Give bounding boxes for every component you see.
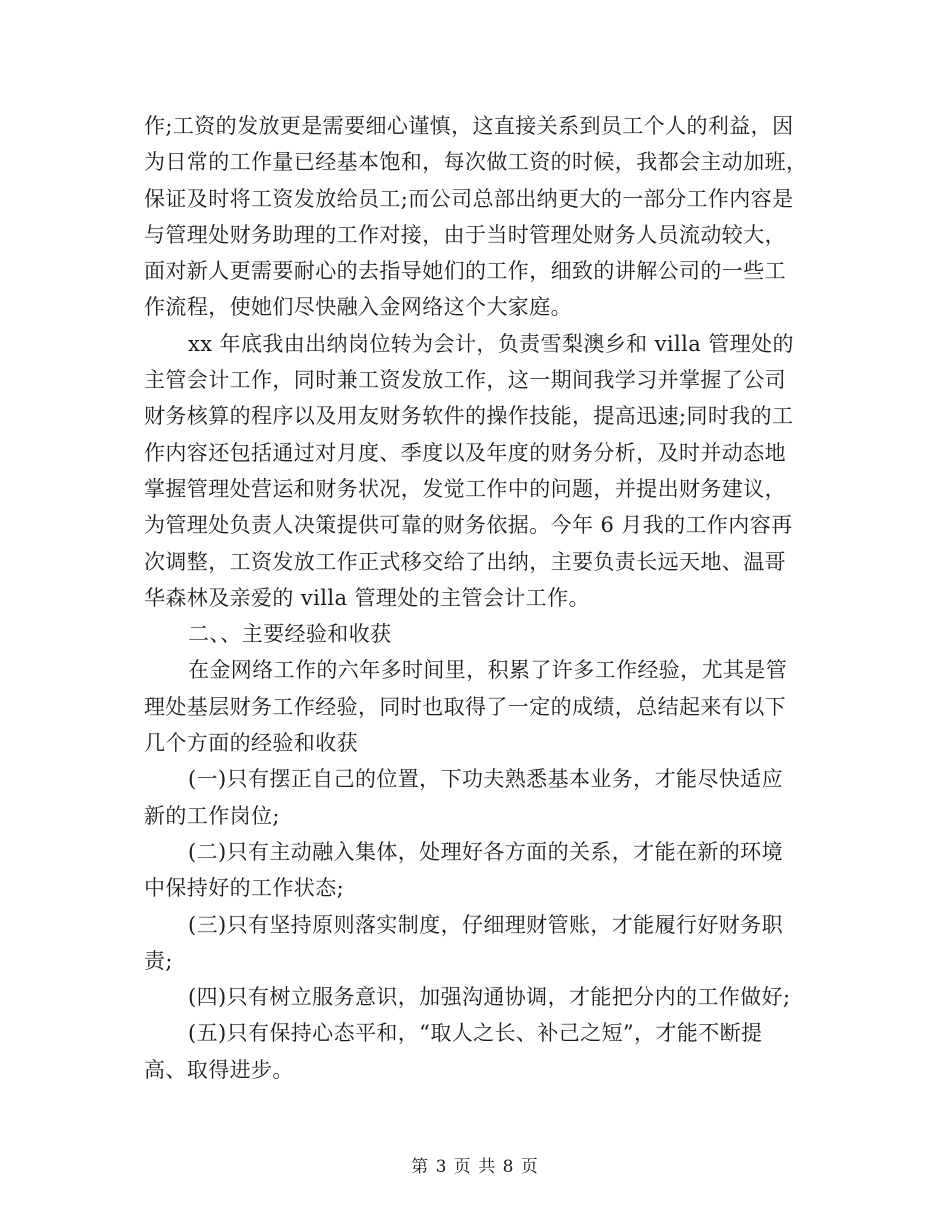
text-line: 几个方面的经验和收获 <box>144 731 358 756</box>
page-number-footer: 第 3 页 共 8 页 <box>411 1157 539 1177</box>
text-line: 为管理处负责人决策提供可靠的财务依据。今年 6 月我的工作内容再 <box>144 513 793 538</box>
section-heading: 二、、主要经验和收获 <box>188 622 392 647</box>
list-item-line: (二)只有主动融入集体，处理好各方面的关系，才能在新的环境 <box>188 839 783 864</box>
text-line: xx 年底我由出纳岗位转为会计，负责雪梨澳乡和 villa 管理处的 <box>188 331 794 356</box>
text-line: 掌握管理处营运和财务状况，发觉工作中的问题，并提出财务建议， <box>144 476 786 501</box>
text-line: 与管理处财务助理的工作对接，由于当时管理处财务人员流动较大， <box>144 222 786 247</box>
list-item-line: 责; <box>144 948 173 973</box>
text-line: 作内容还包括通过对月度、季度以及年度的财务分析，及时并动态地 <box>144 440 786 465</box>
text-line: 作;工资的发放更是需要细心谨慎，这直接关系到员工个人的利益，因 <box>144 114 794 138</box>
list-item-line: (五)只有保持心态平和，“取人之长、补己之短”，才能不断提 <box>188 1021 763 1046</box>
text-line: 理处基层财务工作经验，同时也取得了一定的成绩，总结起来有以下 <box>144 694 786 719</box>
document-body <box>144 108 812 1088</box>
list-item-line: 新的工作岗位; <box>144 803 280 828</box>
list-item-line: 中保持好的工作状态; <box>144 876 345 901</box>
text-line: 为日常的工作量已经基本饱和，每次做工资的时候，我都会主动加班， <box>144 150 808 175</box>
text-line: 财务核算的程序以及用友财务软件的操作技能，提高迅速;同时我的工 <box>144 404 794 429</box>
text-line: 作流程，使她们尽快融入金网络这个大家庭。 <box>144 295 572 320</box>
text-line: 华森林及亲爱的 villa 管理处的主管会计工作。 <box>144 585 590 610</box>
text-line: 在金网络工作的六年多时间里，积累了许多工作经验，尤其是管 <box>188 658 788 683</box>
text-line: 主管会计工作，同时兼工资发放工作，这一期间我学习并掌握了公司 <box>144 368 786 393</box>
list-item-line: (一)只有摆正自己的位置，下功夫熟悉基本业务，才能尽快适应 <box>188 767 783 792</box>
list-item-line: 高、取得进步。 <box>144 1057 294 1082</box>
text-line: 次调整，工资发放工作正式移交给了出纳，主要负责长远天地、温哥 <box>144 549 786 574</box>
text-line: 保证及时将工资发放给员工;而公司总部出纳更大的一部分工作内容是 <box>144 186 794 211</box>
list-item-line: (三)只有坚持原则落实制度，仔细理财管账，才能履行好财务职 <box>188 912 783 937</box>
text-line: 面对新人更需要耐心的去指导她们的工作，细致的讲解公司的一些工 <box>144 259 786 284</box>
list-item-line: (四)只有树立服务意识，加强沟通协调，才能把分内的工作做好; <box>188 985 791 1010</box>
